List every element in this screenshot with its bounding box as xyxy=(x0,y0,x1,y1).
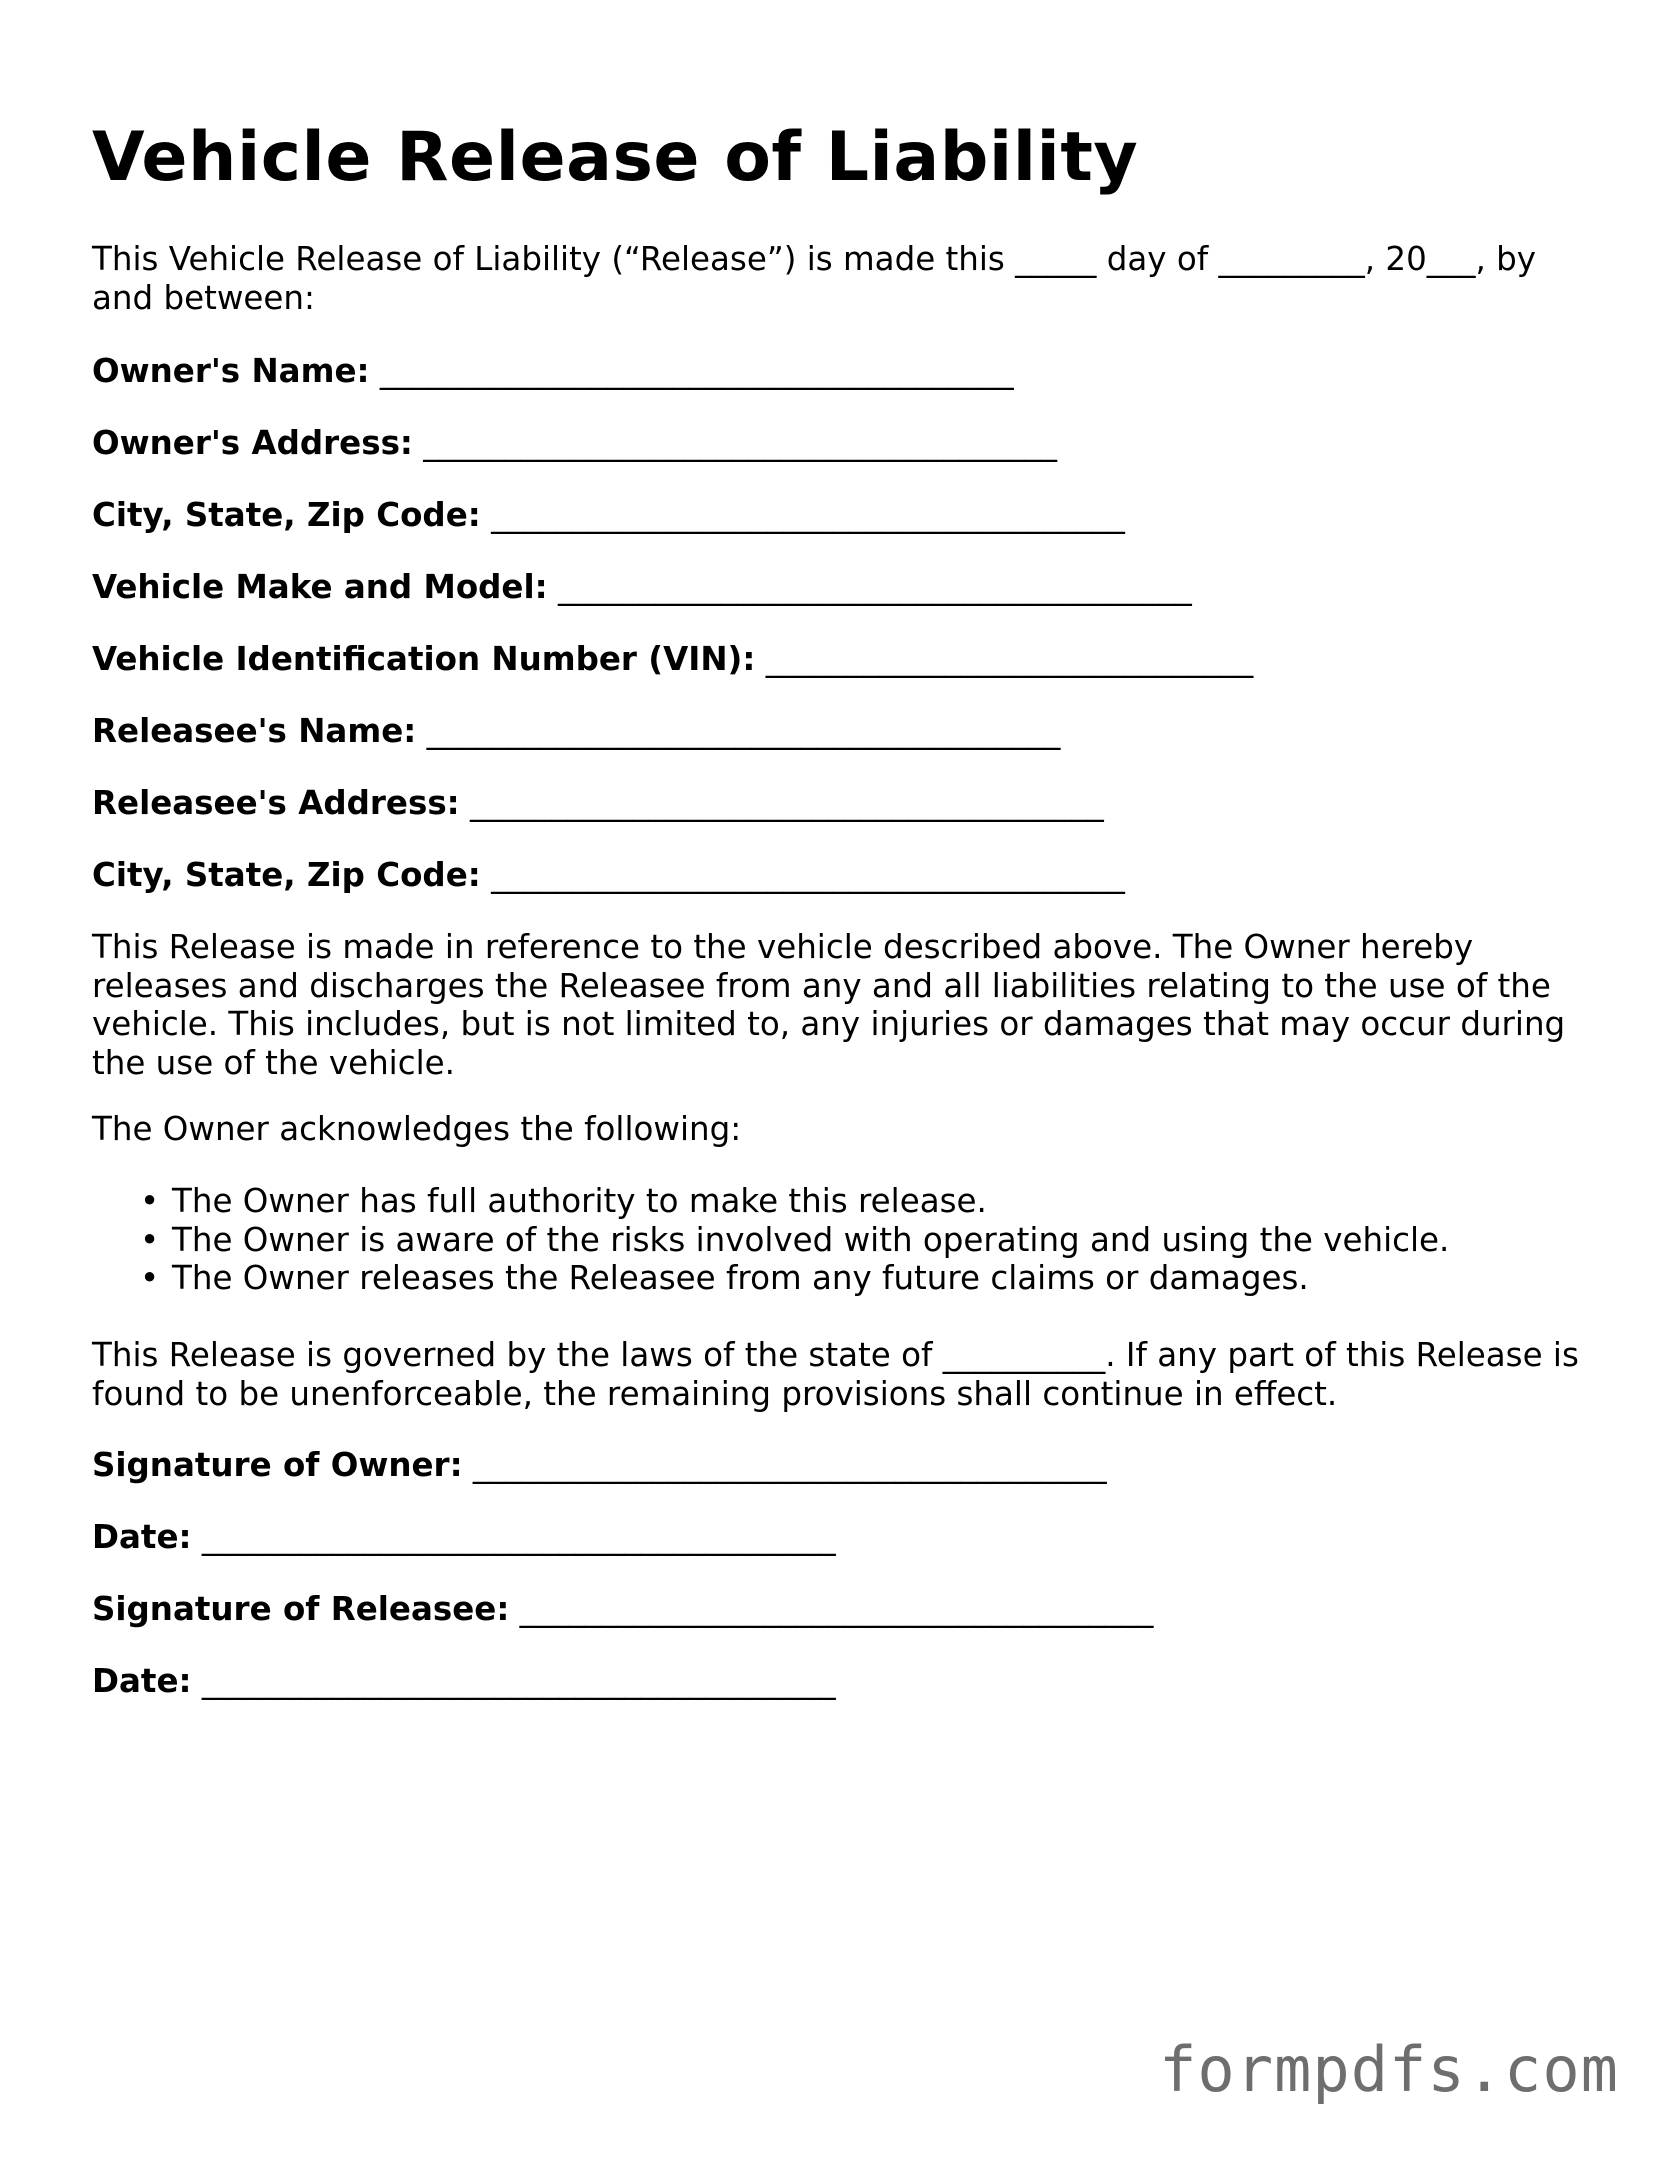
acknowledgement-list xyxy=(92,1182,1449,1298)
field-blank-line[interactable]: _______________________________________ xyxy=(379,352,1014,390)
field-label: City, State, Zip Code: xyxy=(92,496,481,534)
bullet-icon: • xyxy=(140,1182,160,1220)
field-label: Releasee's Name: xyxy=(92,712,417,750)
signature-owner[interactable] xyxy=(92,1446,1107,1485)
field-releasee-name[interactable] xyxy=(92,712,1060,751)
list-item-text: The Owner has full authority to make this release. xyxy=(172,1182,987,1220)
list-item xyxy=(140,1259,1449,1298)
field-label: Date: xyxy=(92,1518,192,1556)
bullet-icon: • xyxy=(140,1259,160,1297)
release-paragraph: This Release is made in reference to the vehicle described above. The Owner hereby releases and discharges the Releasee from any and all liabilities relating to the use of the vehicle. This includes, but is not limited to, any injuries or damages that may occur during the use of the vehicle. xyxy=(92,928,1566,1082)
field-blank-line[interactable]: _______________________________________ xyxy=(491,496,1125,534)
list-item-text: The Owner is aware of the risks involved with operating and using the vehicle. xyxy=(172,1220,1450,1259)
watermark: formpdfs.com xyxy=(1159,2033,1619,2106)
field-label: Releasee's Address: xyxy=(92,784,460,822)
field-blank-line[interactable]: ______________________________ xyxy=(765,640,1254,678)
field-label: Signature of Owner: xyxy=(92,1446,463,1484)
signature-line[interactable]: _______________________________________ xyxy=(519,1590,1154,1628)
field-releasee-city-state-zip[interactable] xyxy=(92,856,1125,895)
field-vehicle-make-model[interactable] xyxy=(92,568,1192,607)
signature-line[interactable]: _______________________________________ xyxy=(472,1446,1107,1484)
signature-releasee[interactable] xyxy=(92,1590,1153,1629)
field-blank-line[interactable]: _______________________________________ xyxy=(426,712,1061,750)
date-line[interactable]: _______________________________________ xyxy=(201,1518,836,1556)
field-blank-line[interactable]: _______________________________________ xyxy=(423,424,1057,462)
list-item-text: The Owner releases the Releasee from any future claims or damages. xyxy=(172,1259,1309,1297)
field-owner-address[interactable] xyxy=(92,424,1057,463)
field-label: Owner's Address: xyxy=(92,424,413,462)
field-vin[interactable] xyxy=(92,640,1253,679)
field-label: Signature of Releasee: xyxy=(92,1590,510,1628)
field-label: Vehicle Identification Number (VIN): xyxy=(92,640,756,678)
document-title: Vehicle Release of Liability xyxy=(92,118,1139,197)
field-owner-name[interactable] xyxy=(92,352,1014,391)
field-owner-city-state-zip[interactable] xyxy=(92,496,1125,535)
acknowledge-intro: The Owner acknowledges the following: xyxy=(92,1110,742,1148)
field-label: City, State, Zip Code: xyxy=(92,856,481,894)
field-label: Vehicle Make and Model: xyxy=(92,568,548,606)
governing-law-paragraph: This Release is governed by the laws of the state of __________. If any part of this Release is found to be unenforceable, the remaining provisions shall continue in effect. xyxy=(92,1336,1579,1413)
list-item xyxy=(140,1182,1449,1221)
field-blank-line[interactable]: _______________________________________ xyxy=(491,856,1125,894)
intro-paragraph: This Vehicle Release of Liability (“Release”) is made this _____ day of _________, 20___, by and between: xyxy=(92,240,1537,317)
date-releasee[interactable] xyxy=(92,1662,836,1701)
field-blank-line[interactable]: _______________________________________ xyxy=(470,784,1104,822)
list-item xyxy=(140,1220,1450,1260)
field-blank-line[interactable]: _______________________________________ xyxy=(557,568,1192,606)
date-line[interactable]: _______________________________________ xyxy=(201,1662,836,1700)
date-owner[interactable] xyxy=(92,1518,836,1557)
field-releasee-address[interactable] xyxy=(92,784,1104,823)
field-label: Date: xyxy=(92,1662,192,1700)
bullet-icon: • xyxy=(140,1220,160,1259)
field-label: Owner's Name: xyxy=(92,352,370,390)
